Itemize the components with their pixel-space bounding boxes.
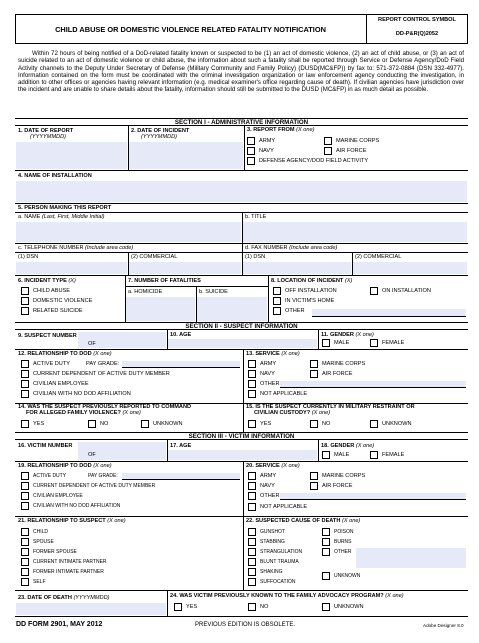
date-of-report-label: 1. DATE OF REPORT <box>18 128 74 134</box>
location-victims-home-checkbox[interactable] <box>273 297 281 305</box>
victim-number-of: OF <box>88 452 96 458</box>
edition-note: PREVIOUS EDITION IS OBSOLETE. <box>195 622 296 628</box>
victim-airforce-label: AIR FORCE <box>322 483 353 489</box>
victim-age-label: 17. AGE <box>170 443 192 449</box>
location-other-checkbox[interactable] <box>273 307 281 315</box>
rel-current-partner-checkbox[interactable] <box>21 558 29 566</box>
phone-dsn-label: (1) DSN <box>18 254 39 260</box>
cause-other-label: OTHER <box>334 549 352 555</box>
date-of-incident-label: 2. DATE OF INCIDENT <box>131 128 190 134</box>
incident-domestic-violence-checkbox[interactable] <box>21 297 29 305</box>
fax-commercial-label: (2) COMMERCIAL <box>355 254 402 260</box>
installation-name-label: 4. NAME OF INSTALLATION <box>18 173 92 179</box>
report-control-label: REPORT CONTROL SYMBOL <box>378 17 456 23</box>
victim-female-label: FEMALE <box>382 452 405 458</box>
cause-blunt-trauma-label: BLUNT TRAUMA <box>260 559 299 565</box>
reporter-title-label: b. TITLE <box>245 214 267 220</box>
cause-poison-checkbox[interactable] <box>322 528 330 536</box>
custody-unknown-label: UNKNOWN <box>382 421 412 427</box>
rel-self-label: SELF <box>33 579 46 585</box>
telephone-label: c. TELEPHONE NUMBER (Include area code) <box>18 245 134 251</box>
reporter-title-input[interactable] <box>243 222 467 242</box>
phone-commercial-input[interactable] <box>129 262 241 274</box>
suspect-gender-label: 11. GENDER (X one) <box>321 332 374 338</box>
incident-related-suicide-checkbox[interactable] <box>21 307 29 315</box>
rel-former-spouse-checkbox[interactable] <box>21 548 29 556</box>
person-reporting-label: 5. PERSON MAKING THIS REPORT <box>18 205 112 211</box>
reporter-name-label: a. NAME (Last, First, Middle Initial) <box>18 214 105 220</box>
suspect-marine-checkbox[interactable] <box>310 360 318 368</box>
custody-no-label: NO <box>322 421 331 427</box>
suspect-marine-label: MARINE CORPS <box>322 361 366 367</box>
prev-reported-yes-checkbox[interactable] <box>21 420 29 428</box>
rel-former-partner-label: FORMER INTIMATE PARTNER <box>33 569 104 575</box>
report-from-army-label: ARMY <box>259 138 276 144</box>
location-victims-home-label: IN VICTIM'S HOME <box>285 298 335 304</box>
fap-known-label: 24. WAS VICTIM PREVIOUSLY KNOWN TO THE FAMILY ADVOCACY PROGRAM? (X one) <box>170 593 404 599</box>
custody-unknown-checkbox[interactable] <box>370 420 378 428</box>
victim-pay-grade-label: PAY GRADE: <box>88 473 118 479</box>
fax-dsn-input[interactable] <box>243 262 351 274</box>
suspect-pay-grade-label: PAY GRADE: <box>86 361 120 367</box>
cause-other-input[interactable] <box>356 548 466 568</box>
rel-spouse-label: SPOUSE <box>33 539 54 545</box>
victim-civilian-employee-label: CIVILIAN EMPLOYEE <box>33 493 83 499</box>
suspect-dependent-checkbox[interactable] <box>21 370 29 378</box>
cause-other-checkbox[interactable] <box>322 548 330 556</box>
fax-dsn-label: (1) DSN <box>245 254 266 260</box>
suspect-civilian-no-dod-label: CIVILIAN WITH NO DOD AFFILIATION <box>33 391 131 397</box>
cause-suffocation-label: SUFFOCATION <box>260 579 296 585</box>
fap-no-label: NO <box>260 604 269 610</box>
suspect-prev-reported-label: 14. WAS THE SUSPECT PREVIOUSLY REPORTED TO COMMAND <box>18 404 192 410</box>
victim-civilian-employee-checkbox[interactable] <box>21 492 29 500</box>
victim-active-duty-checkbox[interactable] <box>21 472 29 480</box>
date-of-report-hint: (YYYYMMDD) <box>30 134 67 140</box>
cause-burns-checkbox[interactable] <box>322 538 330 546</box>
victim-gender-label: 18. GENDER (X one) <box>321 443 375 449</box>
suspect-male-checkbox[interactable] <box>322 339 330 347</box>
cause-strangulation-checkbox[interactable] <box>248 548 256 556</box>
victim-relationship-suspect-label: 21. RELATIONSHIP TO SUSPECT (X one) <box>18 518 126 524</box>
incident-child-abuse-label: CHILD ABUSE <box>33 288 70 294</box>
suspect-male-label: MALE <box>334 340 350 346</box>
victim-army-label: ARMY <box>260 473 277 479</box>
victim-army-checkbox[interactable] <box>248 472 256 480</box>
suspect-navy-label: NAVY <box>260 371 275 377</box>
incident-type-label: 6. INCIDENT TYPE (X) <box>18 278 76 284</box>
suspect-relationship-label: 12. RELATIONSHIP TO DOD (X one) <box>18 351 112 357</box>
cause-strangulation-label: STRANGULATION <box>260 549 303 555</box>
suspect-civilian-employee-checkbox[interactable] <box>21 380 29 388</box>
rel-child-label: CHILD <box>33 529 49 535</box>
report-control-value: DD-P&R(Q)2052 <box>395 31 439 37</box>
location-other-input[interactable] <box>312 309 466 317</box>
cause-gunshot-label: GUNSHOT <box>260 529 285 535</box>
date-of-incident-hint: (YYYYMMDD) <box>141 134 178 140</box>
section-i-title: SECTION I - ADMINISTRATIVE INFORMATION <box>15 118 468 126</box>
cause-poison-label: POISON <box>334 529 354 535</box>
report-from-defense-label: DEFENSE AGENCY/DOD FIELD ACTIVITY <box>259 158 369 164</box>
incident-child-abuse-checkbox[interactable] <box>21 287 29 295</box>
cause-suffocation-checkbox[interactable] <box>248 578 256 586</box>
prev-reported-yes-label: YES <box>33 421 45 427</box>
cause-shaking-label: SHAKING <box>260 569 283 575</box>
form-title: CHILD ABUSE OR DOMESTIC VIOLENCE RELATED FATALITY NOTIFICATION <box>55 25 326 34</box>
victim-age-input[interactable] <box>168 450 317 460</box>
prev-reported-unknown-label: UNKNOWN <box>153 421 183 427</box>
report-from-airforce-label: AIR FORCE <box>336 148 367 154</box>
cause-shaking-checkbox[interactable] <box>248 568 256 576</box>
suspect-female-checkbox[interactable] <box>370 339 378 347</box>
suspect-active-duty-checkbox[interactable] <box>21 360 29 368</box>
suspect-prev-reported-label-2: FOR ALLEGED FAMILY VIOLENCE? (X one) <box>26 410 141 416</box>
location-on-installation-checkbox[interactable] <box>370 287 378 295</box>
suspect-army-checkbox[interactable] <box>248 360 256 368</box>
victim-navy-label: NAVY <box>260 483 275 489</box>
rel-spouse-checkbox[interactable] <box>21 538 29 546</box>
rel-child-checkbox[interactable] <box>21 528 29 536</box>
suspect-number-of: OF <box>88 341 96 347</box>
victim-navy-checkbox[interactable] <box>248 482 256 490</box>
software-note: Adobe Designer 8.0 <box>423 623 464 628</box>
incident-related-suicide-label: RELATED SUICIDE <box>33 308 83 314</box>
suspect-custody-label-2: CIVILIAN CUSTODY? (X one) <box>254 410 331 416</box>
suspect-female-label: FEMALE <box>382 340 405 346</box>
fax-commercial-input[interactable] <box>353 262 467 274</box>
rel-current-partner-label: CURRENT INTIMATE PARTNER <box>33 559 107 565</box>
victim-dependent-checkbox[interactable] <box>21 482 29 490</box>
victim-pay-grade-input[interactable] <box>122 473 240 480</box>
location-label: 8. LOCATION OF INCIDENT (X) <box>271 278 353 284</box>
fap-no-checkbox[interactable] <box>248 603 256 611</box>
suspect-other-checkbox[interactable] <box>248 380 256 388</box>
suspect-airforce-label: AIR FORCE <box>322 371 353 377</box>
victim-marine-checkbox[interactable] <box>310 472 318 480</box>
cause-stabbing-checkbox[interactable] <box>248 538 256 546</box>
suspect-na-checkbox[interactable] <box>248 390 256 398</box>
phone-dsn-input[interactable] <box>16 262 127 274</box>
fap-yes-checkbox[interactable] <box>174 603 182 611</box>
date-of-report-input[interactable] <box>16 142 127 169</box>
installation-name-input[interactable] <box>16 181 467 202</box>
report-from-army-checkbox[interactable] <box>247 137 255 145</box>
report-from-airforce-checkbox[interactable] <box>324 147 332 155</box>
cause-blunt-trauma-checkbox[interactable] <box>248 558 256 566</box>
suspect-pay-grade-input[interactable] <box>122 361 240 368</box>
suspect-civilian-employee-label: CIVILIAN EMPLOYEE <box>33 381 89 387</box>
suspect-navy-checkbox[interactable] <box>248 370 256 378</box>
victim-other-label: OTHER <box>260 493 280 499</box>
fatalities-label: 7. NUMBER OF FATALITIES <box>128 278 201 284</box>
date-of-death-input[interactable] <box>16 603 166 615</box>
custody-yes-checkbox[interactable] <box>248 420 256 428</box>
victim-other-input[interactable] <box>280 493 466 500</box>
location-off-installation-label: OFF INSTALLATION <box>285 288 337 294</box>
fap-unknown-label: UNKNOWN <box>334 604 364 610</box>
victim-relationship-dod-label: 19. RELATIONSHIP TO DOD (X one) <box>18 463 112 469</box>
rel-former-partner-checkbox[interactable] <box>21 568 29 576</box>
homicide-label: a. HOMICIDE <box>128 289 163 295</box>
suspect-civilian-no-dod-checkbox[interactable] <box>21 390 29 398</box>
date-of-incident-input[interactable] <box>129 142 243 169</box>
suspect-age-label: 10. AGE <box>170 332 192 338</box>
report-from-navy-label: NAVY <box>259 148 274 154</box>
suspect-airforce-checkbox[interactable] <box>310 370 318 378</box>
victim-civilian-no-dod-label: CIVILIAN WITH NO DOD AFFILIATION <box>33 503 121 509</box>
cause-unknown-label: UNKNOWN <box>334 573 361 579</box>
rel-former-spouse-label: FORMER SPOUSE <box>33 549 77 555</box>
suspect-age-input[interactable] <box>168 339 317 348</box>
suicide-label: b. SUICIDE <box>199 289 228 295</box>
custody-no-checkbox[interactable] <box>310 420 318 428</box>
victim-na-label: NOT APPLICABLE <box>260 504 308 510</box>
suspect-other-label: OTHER <box>260 381 280 387</box>
cause-gunshot-checkbox[interactable] <box>248 528 256 536</box>
victim-male-checkbox[interactable] <box>322 451 330 459</box>
section-iii-title: SECTION III - VICTIM INFORMATION <box>15 432 468 440</box>
rel-self-checkbox[interactable] <box>21 578 29 586</box>
intro-paragraph: Within 72 hours of being notified of a DoD-related fatality known or suspected to be (1) an act of domestic violence, (2) an act of child abuse, or (3) an act of suicide related to an act of domestic violence or child abuse, the information about such a fatality shall be reported through Service or Defense Agency/DoD Field Activity channels to the Deputy Under Secretary of Defense (Military Community and Family Policy) (DUSD(MC&FP)) by fax to: 571-372-0884 (DSN 332-4977). Information contained on the form must be coordinated with the criminal investigation organization or law enforcement agency conducting the investigation, in addition to other offices or agencies having relevant information (e.g. medical examiner's office regarding cause of death). If civilian agencies have jurisdiction over the incident and are unable to share details about the fatality, information should still be submitted to the DUSD (MC&FP) in as much detail as possible. <box>18 50 464 94</box>
cause-of-death-label: 22. SUSPECTED CAUSE OF DEATH (X one) <box>246 518 361 524</box>
fax-label: d. FAX NUMBER (Include area code) <box>245 245 338 251</box>
date-of-death-label: 23. DATE OF DEATH (YYYYMMDD) <box>18 595 110 601</box>
prev-reported-no-checkbox[interactable] <box>88 420 96 428</box>
suspect-active-duty-label: ACTIVE DUTY <box>33 361 70 367</box>
fap-unknown-checkbox[interactable] <box>322 603 330 611</box>
fap-yes-label: YES <box>186 604 198 610</box>
victim-marine-label: MARINE CORPS <box>322 473 366 479</box>
prev-reported-no-label: NO <box>100 421 109 427</box>
victim-civilian-no-dod-checkbox[interactable] <box>21 502 29 510</box>
suspect-na-label: NOT APPLICABLE <box>260 391 308 397</box>
report-from-marine-checkbox[interactable] <box>324 137 332 145</box>
report-from-label: 3. REPORT FROM (X one) <box>247 127 315 133</box>
victim-female-checkbox[interactable] <box>370 451 378 459</box>
suspect-other-input[interactable] <box>280 381 466 388</box>
cause-unknown-checkbox[interactable] <box>322 572 330 580</box>
report-from-navy-checkbox[interactable] <box>247 147 255 155</box>
victim-other-checkbox[interactable] <box>248 492 256 500</box>
victim-dependent-label: CURRENT DEPENDENT OF ACTIVE DUTY MEMBER <box>33 483 156 489</box>
suicide-count-input[interactable] <box>197 297 267 321</box>
victim-active-duty-label: ACTIVE DUTY <box>33 473 67 479</box>
suspect-army-label: ARMY <box>260 361 277 367</box>
report-from-defense-checkbox[interactable] <box>247 157 255 165</box>
suspect-number-label: 9. SUSPECT NUMBER <box>18 333 77 339</box>
incident-domestic-violence-label: DOMESTIC VIOLENCE <box>33 298 93 304</box>
report-from-marine-label: MARINE CORPS <box>336 138 380 144</box>
victim-male-label: MALE <box>334 452 350 458</box>
victim-airforce-checkbox[interactable] <box>310 482 318 490</box>
reporter-name-input[interactable] <box>16 222 241 242</box>
victim-number-label: 16. VICTIM NUMBER <box>18 443 73 449</box>
prev-reported-unknown-checkbox[interactable] <box>141 420 149 428</box>
homicide-count-input[interactable] <box>126 297 195 321</box>
victim-service-label: 20. SERVICE (X one) <box>246 463 300 469</box>
form-number: DD FORM 2901, MAY 2012 <box>16 621 103 628</box>
cause-burns-label: BURNS <box>334 539 352 545</box>
cause-stabbing-label: STABBING <box>260 539 285 545</box>
custody-yes-label: YES <box>260 421 272 427</box>
location-off-installation-checkbox[interactable] <box>273 287 281 295</box>
location-other-label: OTHER <box>285 308 305 314</box>
suspect-service-label: 13. SERVICE (X one) <box>246 351 300 357</box>
location-on-installation-label: ON INSTALLATION <box>382 288 431 294</box>
suspect-dependent-label: CURRENT DEPENDENT OF ACTIVE DUTY MEMBER <box>33 371 170 377</box>
victim-na-checkbox[interactable] <box>248 503 256 511</box>
suspect-custody-label: 15. IS THE SUSPECT CURRENTLY IN MILITARY RESTRAINT OR <box>246 404 415 410</box>
phone-commercial-label: (2) COMMERCIAL <box>131 254 178 260</box>
section-ii-title: SECTION II - SUSPECT INFORMATION <box>15 322 468 330</box>
